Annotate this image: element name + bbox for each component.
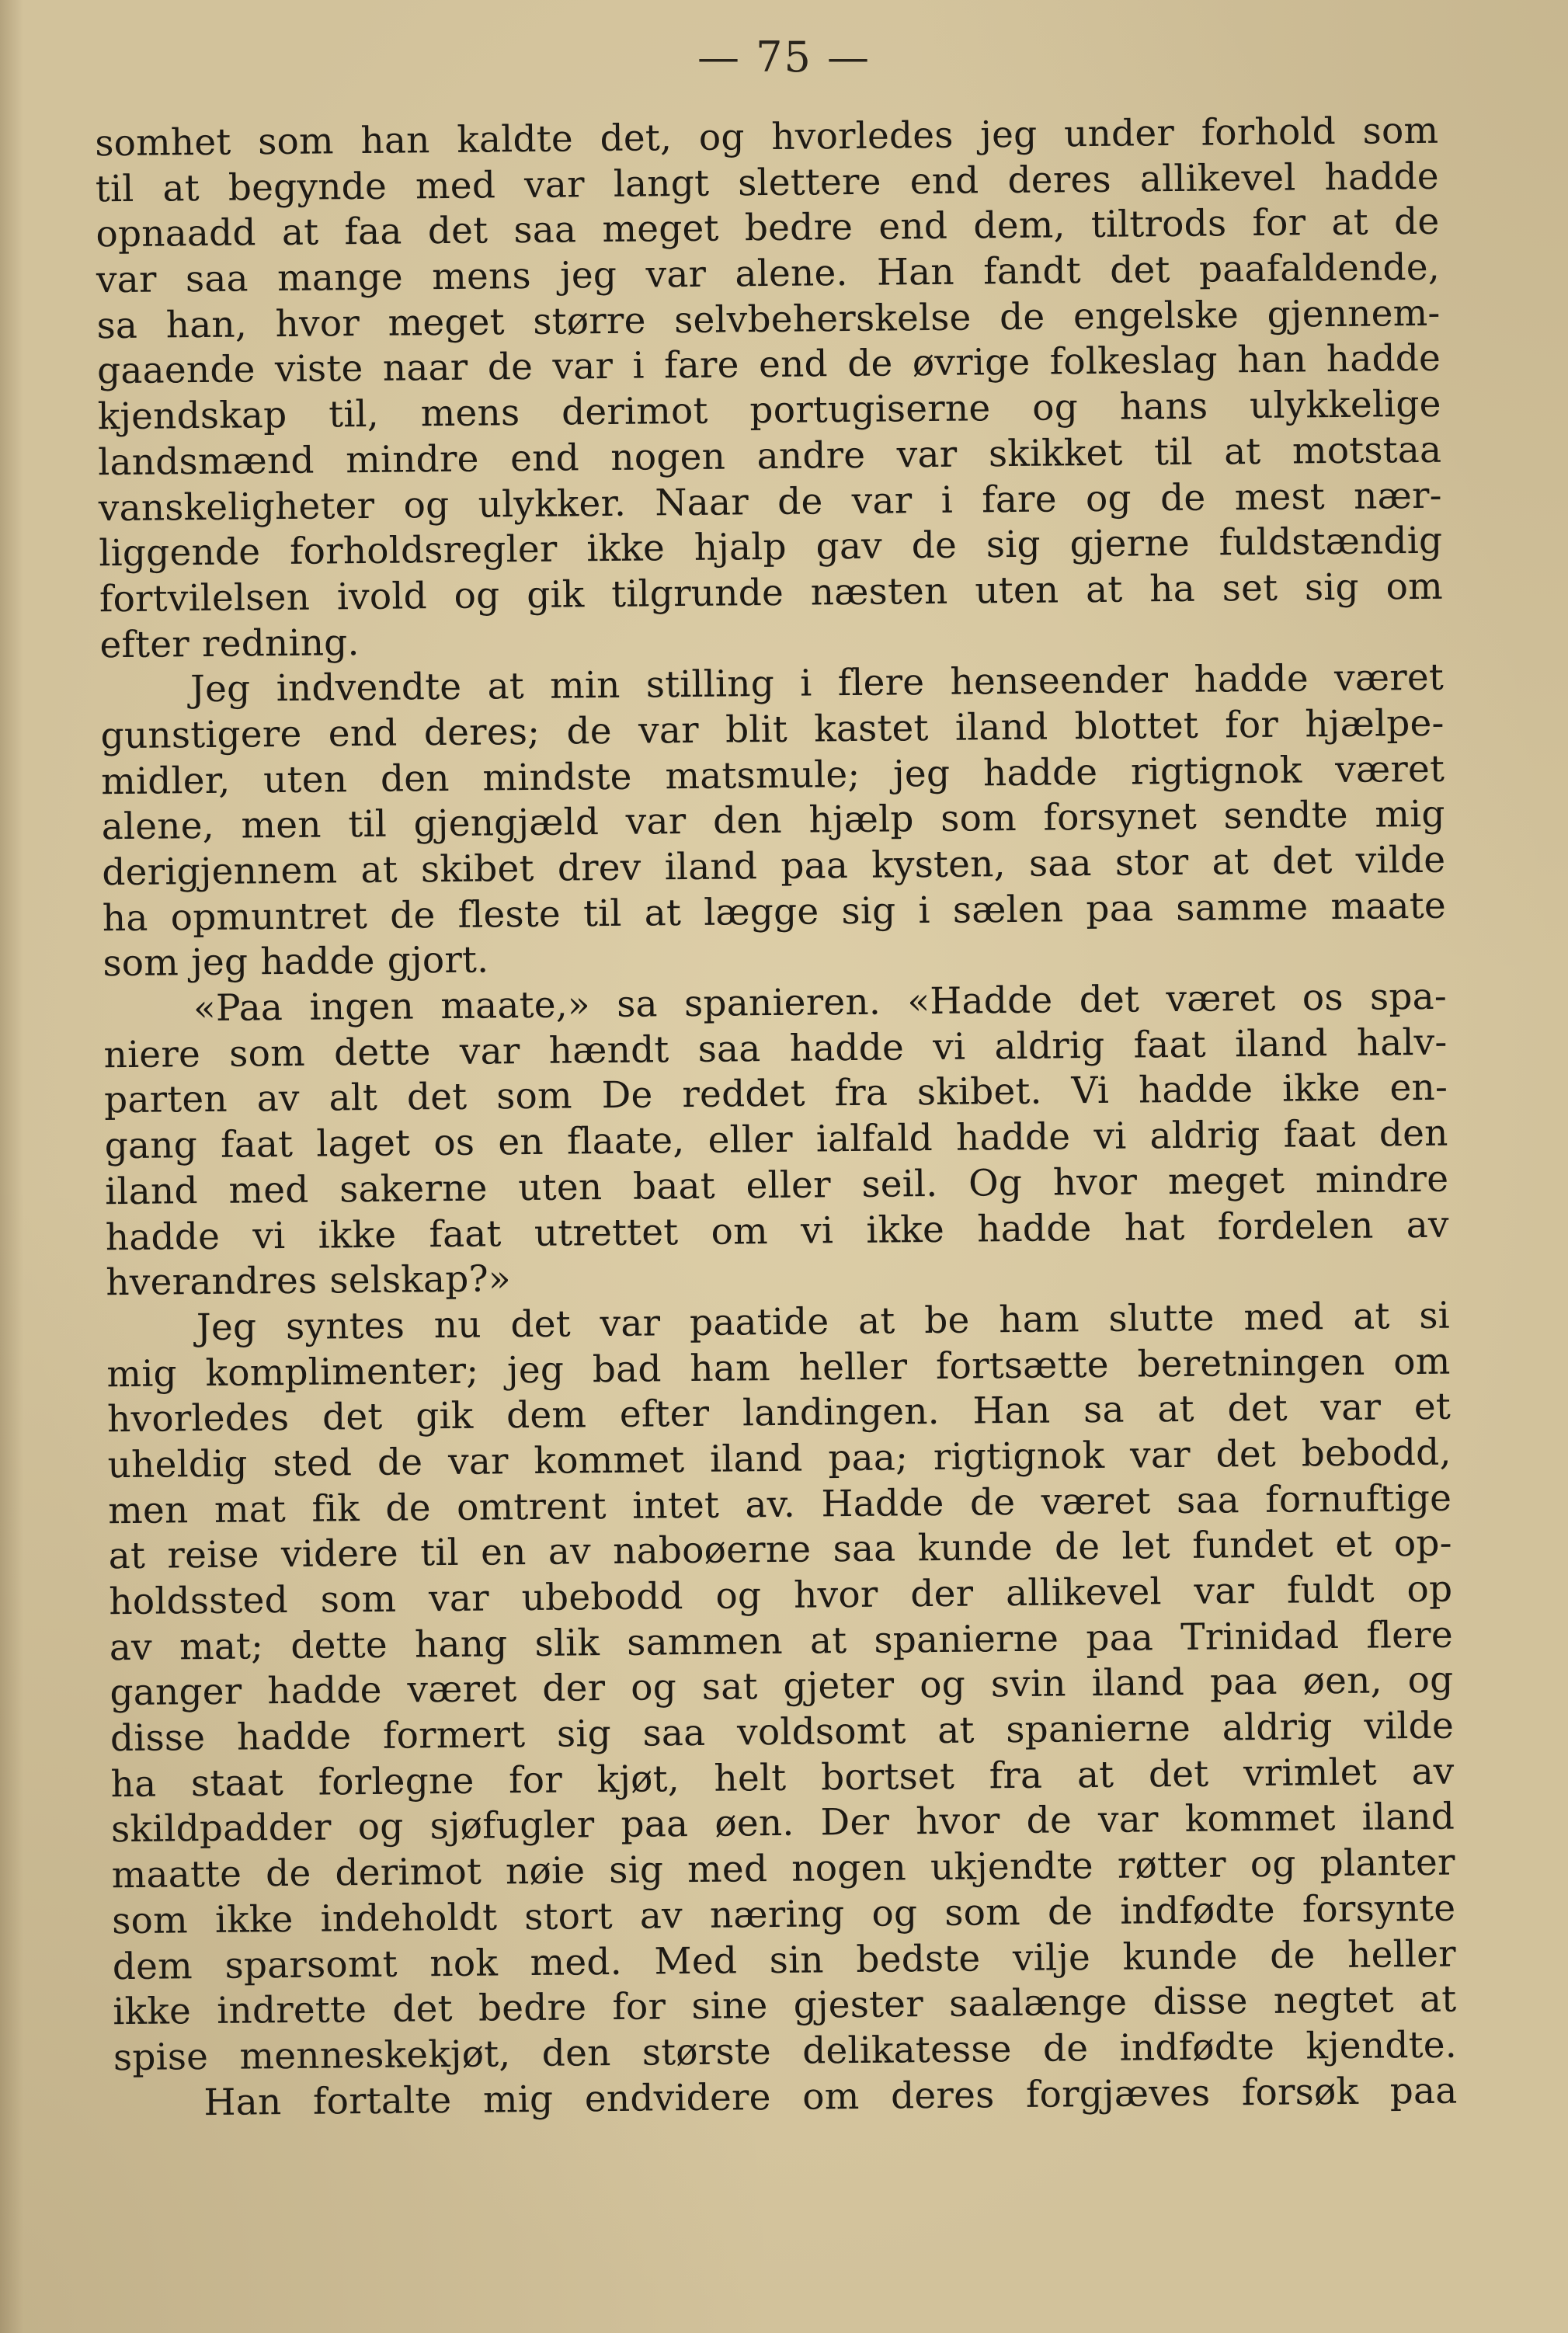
text-line: midler, uten den mindste matsmule; jeg hadde rigtignok været [100, 747, 1445, 803]
page-number: — 75 — [697, 33, 871, 82]
text-line: ha opmuntret de fleste til at lægge sig i sælen paa samme maate [102, 884, 1447, 940]
text-line: alene, men til gjengjæld var den hjælp som forsynet sendte mig [101, 792, 1445, 849]
text-line: opnaadd at faa det saa meget bedre end dem, tiltrods for at de [96, 200, 1440, 256]
text-line: somhet som han kaldte det, og hvorledes jeg under forhold som [95, 109, 1439, 165]
text-line: som ikke indeholdt stort av næring og som de indfødte forsynte [112, 1886, 1456, 1943]
text-line: spise menneskekjøt, den største delikatesse de indfødte kjendte. [113, 2023, 1458, 2080]
text-line: holdssted som var ubebodd og hvor der allikevel var fuldt op [109, 1567, 1453, 1624]
text-line: Jeg indvendte at min stilling i flere henseender hadde været [189, 655, 1445, 711]
body-text [95, 109, 1458, 2127]
text-line: disse hadde formert sig saa voldsomt at spanierne aldrig vilde [110, 1704, 1455, 1761]
page-edge-shadow [0, 0, 23, 2333]
text-line: av mat; dette hang slik sammen at spanierne paa Trinidad flere [109, 1613, 1454, 1669]
text-line: uheldig sted de var kommet iland paa; rigtignok var det bebodd, [107, 1431, 1452, 1487]
text-line: at reise videre til en av naboøerne saa kunde de let fundet et op- [108, 1521, 1452, 1578]
text-line: hvorledes det gik dem efter landingen. Han sa at det var et [106, 1385, 1452, 1441]
text-line: dem sparsomt nok med. Med sin bedste vilje kunde de heller [112, 1932, 1457, 1988]
text-line: ganger hadde været der og sat gjeter og svin iland paa øen, og [110, 1658, 1454, 1715]
text-line: som jeg hadde gjort. [103, 938, 489, 986]
text-line: derigjennem at skibet drev iland paa kysten, saa stor at det vilde [102, 838, 1446, 895]
text-line: maatte de derimot nøie sig med nogen ukjendte røtter og planter [111, 1841, 1455, 1897]
text-line: landsmænd mindre end nogen andre var skikket til at motstaa [97, 428, 1442, 485]
text-line: Han fortalte mig endvidere om deres forgjæves forsøk paa [203, 2069, 1458, 2124]
text-line: parten av alt det som De reddet fra skibet. Vi hadde ikke en- [103, 1066, 1448, 1122]
text-line: hadde vi ikke faat utrettet om vi ikke hadde hat fordelen av [105, 1203, 1450, 1259]
text-line: «Paa ingen maate,» sa spanieren. «Hadde det været os spa- [193, 975, 1448, 1031]
text-line: vanskeligheter og ulykker. Naar de var i fare og de mest nær- [98, 474, 1443, 530]
text-line: niere som dette var hændt saa hadde vi aldrig faat iland halv- [103, 1020, 1448, 1076]
text-line: efter redning. [99, 621, 360, 666]
text-line: til at begynde med var langt slettere end deres allikevel hadde [95, 155, 1440, 210]
text-line: liggende forholdsregler ikke hjalp gav de sig gjerne fuldstændig [99, 519, 1443, 575]
text-line: iland med sakerne uten baat eller seil. Og hvor meget mindre [105, 1157, 1449, 1214]
text-line: ha staat forlegne for kjøt, helt bortset fra at det vrimlet av [110, 1750, 1455, 1806]
text-line: mig komplimenter; jeg bad ham heller fortsætte beretningen om [106, 1340, 1451, 1396]
text-line: sa han, hvor meget større selvbeherskelse de engelske gjennem- [96, 291, 1441, 348]
text-line: hverandres selskap?» [106, 1257, 512, 1305]
text-line: ikke indrette det bedre for sine gjester saalænge disse negtet at [113, 1977, 1457, 2034]
text-line: fortvilelsen ivold og gik tilgrunde næsten uten at ha set sig om [99, 565, 1444, 621]
text-line: gaaende viste naar de var i fare end de øvrige folkeslag han hadde [96, 337, 1441, 393]
text-line: Jeg syntes nu det var paatide at be ham slutte med at si [196, 1294, 1451, 1349]
text-line: var saa mange mens jeg var alene. Han fandt det paafaldende, [96, 245, 1441, 302]
text-line: gang faat laget os en flaate, eller ialfald hadde vi aldrig faat den [104, 1111, 1448, 1168]
text-line: kjendskap til, mens derimot portugiserne og hans ulykkelige [97, 382, 1441, 439]
text-line: gunstigere end deres; de var blit kastet iland blottet for hjælpe- [100, 701, 1445, 758]
text-line: skildpadder og sjøfugler paa øen. Der hvor de var kommet iland [110, 1796, 1455, 1851]
text-line: men mat fik de omtrent intet av. Hadde de været saa fornuftige [107, 1476, 1452, 1532]
